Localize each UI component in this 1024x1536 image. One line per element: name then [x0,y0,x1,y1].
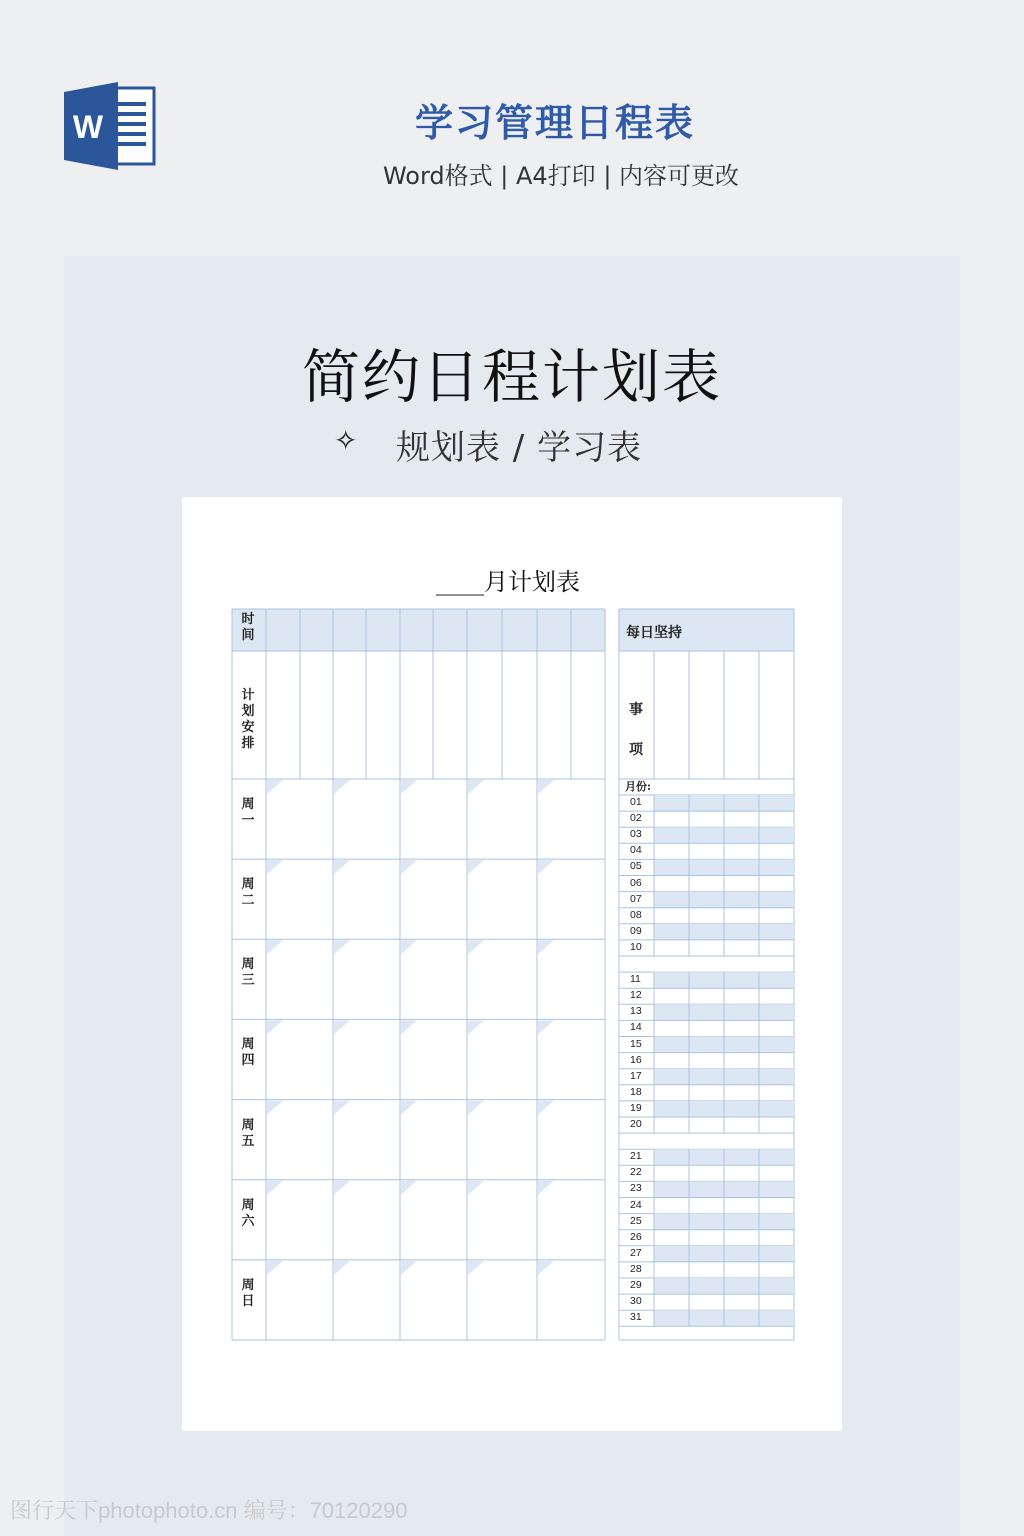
day-number: 15 [630,1037,642,1050]
weekday-label: 周 六 [241,1197,255,1229]
sparkle-icon: ✧ [334,424,358,457]
day-number: 07 [630,892,642,905]
cell-corner-mark [267,860,283,874]
items-label: 事 项 [629,702,643,758]
day-number: 26 [630,1230,642,1243]
weekday-label: 周 四 [241,1037,255,1069]
cell-corner-mark [468,1181,484,1195]
cell-corner-mark [468,1261,484,1275]
hero-subtitle: 规划表 / 学习表 [396,428,643,468]
page-title: 学习管理日程表 [414,101,695,145]
cell-corner-mark [401,1261,417,1275]
daily-persist-header: 每日坚持 [626,625,682,641]
cell-corner-mark [401,780,417,794]
day-number: 30 [630,1295,642,1308]
cell-corner-mark [334,780,350,794]
day-number: 12 [630,989,642,1002]
day-number: 01 [630,796,642,808]
cell-corner-mark [334,1101,350,1115]
day-number: 31 [630,1311,642,1324]
weekday-label: 周 日 [241,1277,255,1309]
cell-corner-mark [538,940,554,954]
day-number: 27 [630,1246,642,1259]
day-number: 18 [630,1085,642,1098]
day-number: 13 [630,1005,642,1018]
cell-corner-mark [267,1261,283,1275]
cell-corner-mark [267,780,283,794]
day-number: 06 [630,876,642,889]
cell-corner-mark [538,1101,554,1115]
cell-corner-mark [401,860,417,874]
cell-corner-mark [267,1101,283,1115]
cell-corner-mark [401,1181,417,1195]
day-number: 09 [630,924,642,937]
day-number: 25 [630,1214,642,1227]
day-number: 14 [630,1021,642,1034]
weekday-label: 周 二 [241,877,255,909]
cell-corner-mark [538,1261,554,1275]
weekday-label: 周 一 [241,797,255,828]
cell-corner-mark [267,1181,283,1195]
cell-corner-mark [401,1101,417,1115]
day-number: 29 [630,1279,642,1291]
cell-corner-mark [538,1181,554,1195]
cell-corner-mark [334,860,350,874]
day-number: 10 [630,940,642,953]
cell-corner-mark [538,1020,554,1034]
day-number: 28 [630,1262,642,1275]
cell-corner-mark [267,1020,283,1034]
watermark-text: 图行天下photophoto.cn 编号：70120290 [10,1498,408,1523]
day-number: 04 [630,844,642,857]
day-number: 20 [630,1118,642,1130]
cell-corner-mark [401,940,417,954]
document-title: ____月计划表 [436,568,580,596]
month-label: 月份: [625,780,652,793]
cell-corner-mark [267,940,283,954]
cell-corner-mark [334,940,350,954]
day-number: 16 [630,1053,642,1066]
hero-title: 简约日程计划表 [301,343,722,411]
day-number: 02 [630,812,642,825]
day-number: 17 [630,1069,642,1082]
label-time: 时 间 [241,612,255,643]
day-number: 22 [630,1166,642,1179]
weekday-label: 周 三 [241,957,255,989]
cell-corner-mark [468,780,484,794]
day-number: 11 [630,973,641,986]
day-number: 19 [630,1101,642,1114]
cell-corner-mark [334,1261,350,1275]
cell-corner-mark [401,1020,417,1034]
day-number: 24 [630,1198,642,1211]
cell-corner-mark [334,1020,350,1034]
cell-corner-mark [334,1181,350,1195]
word-logo-letter: W [72,109,104,145]
day-number: 21 [630,1150,642,1163]
cell-corner-mark [468,940,484,954]
day-number: 23 [630,1182,642,1195]
cell-corner-mark [538,860,554,874]
weekday-label: 周 五 [241,1117,255,1149]
cell-corner-mark [538,780,554,794]
day-number: 05 [630,860,642,873]
cell-corner-mark [468,1101,484,1115]
time-row-fill [232,609,605,651]
day-number: 03 [630,828,642,841]
page-subtitle: Word格式 | A4打印 | 内容可更改 [382,162,740,190]
day-number: 08 [630,908,642,921]
cell-corner-mark [468,860,484,874]
label-plan: 计 划 安 排 [241,688,255,751]
cell-corner-mark [468,1020,484,1034]
